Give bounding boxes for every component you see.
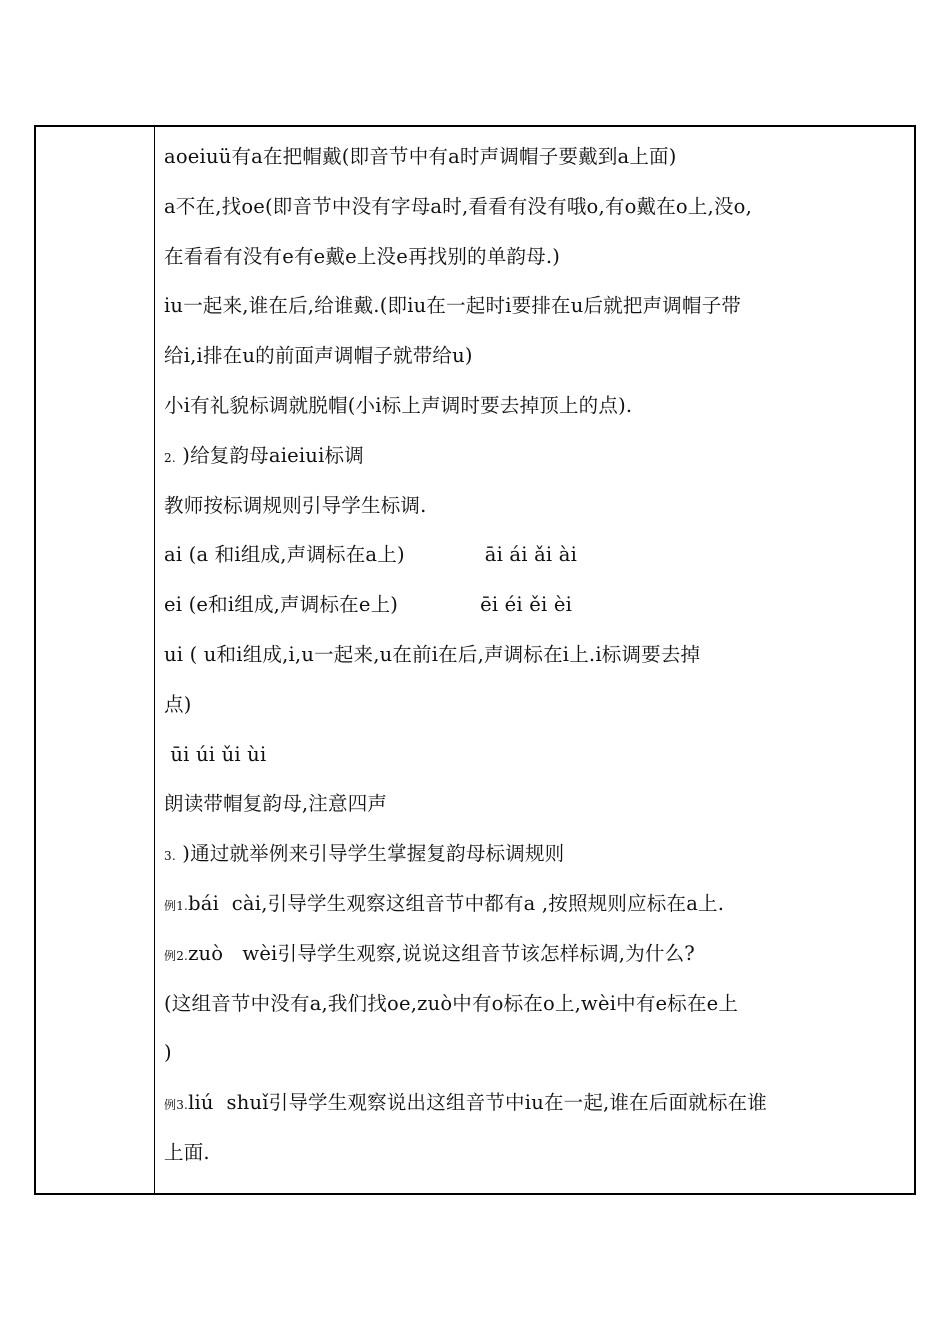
step-text: )通过就举例来引导学生掌握复韵母标调规则: [182, 842, 565, 866]
rule-line-1: aoeiuü有a在把帽戴(即音节中有a时声调帽子要戴到a上面): [164, 145, 677, 168]
read-aloud-line: 朗读带帽复韵母,注意四声: [164, 792, 388, 816]
ui-example-continued: 点): [164, 692, 192, 716]
example-1-line: [164, 879, 906, 929]
rule-line-2: a不在,找oe(即音节中没有字母a时,看看有没有哦o,有o戴在o上,没o,: [164, 194, 752, 218]
step-text: )给复韵母aieiui标调: [182, 443, 364, 467]
step-3-heading: [164, 829, 906, 879]
example-2-answer-line: (这组音节中没有a,我们找oe,zuò中有o标在o上,wèi中有e标在e上: [164, 991, 739, 1015]
ui-tones-line: ūi úi ǔi ùi: [164, 742, 267, 766]
rule-line-3: 在看看有没有e有e戴e上没e再找别的单韵母.): [164, 244, 561, 268]
example-text: bái cài,引导学生观察这组音节中都有a ,按照规则应标在a上.: [188, 891, 725, 915]
example-number: 例2.: [164, 948, 189, 963]
left-column-cell: [36, 127, 155, 1193]
ai-tones: āi ái ǎi ài: [484, 543, 578, 567]
step-number: 3.: [164, 849, 176, 864]
step-2-heading: [164, 431, 906, 481]
example-number: 例3.: [164, 1098, 189, 1113]
step-number: 2.: [164, 450, 176, 465]
ei-tones: ēi éi ěi èi: [480, 593, 573, 617]
example-text: zuò wèi引导学生观察,说说这组音节该怎样标调,为什么?: [188, 941, 695, 965]
ui-example-line: ui ( u和i组成,i,u一起来,u在前i在后,声调标在i上.i标调要去掉: [164, 642, 701, 666]
ai-example-line: [164, 530, 906, 580]
example-text: liú shuǐ引导学生观察说出这组音节中iu在一起,谁在后面就标在谁: [188, 1091, 768, 1115]
example-2-answer-close: ): [164, 1041, 172, 1065]
ei-explanation: ei (e和i组成,声调标在e上): [164, 593, 399, 617]
teacher-guide-line: 教师按标调规则引导学生标调.: [164, 493, 427, 517]
lesson-content-cell: [164, 132, 906, 1178]
rule-line-5: 给i,i排在u的前面声调帽子就带给u): [164, 344, 473, 368]
example-number: 例1.: [164, 898, 189, 913]
rule-line-6: 小i有礼貌标调就脱帽(小i标上声调时要去掉顶上的点).: [164, 393, 633, 417]
rule-line-4: iu一起来,谁在后,给谁戴.(即iu在一起时i要排在u后就把声调帽子带: [164, 294, 742, 318]
ai-explanation: ai (a 和i组成,声调标在a上): [164, 543, 405, 567]
example-2-line: [164, 929, 906, 979]
ei-example-line: [164, 580, 906, 630]
example-3-line: [164, 1078, 906, 1128]
document-table: [34, 125, 916, 1195]
example-3-continued: 上面.: [164, 1140, 210, 1164]
